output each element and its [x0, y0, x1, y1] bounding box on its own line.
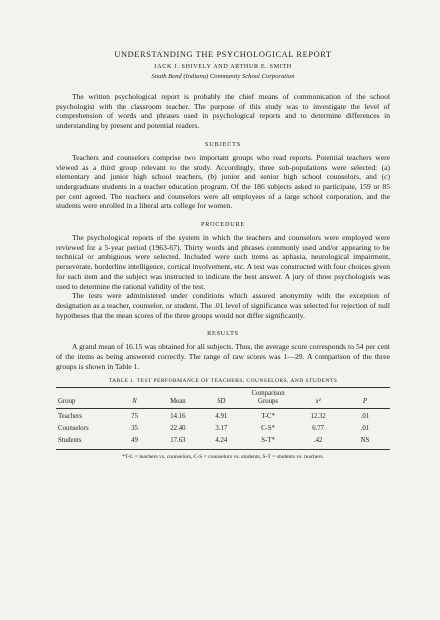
- cell-group: Teachers: [58, 413, 83, 421]
- cell-n: 75: [131, 413, 138, 421]
- header-n: N: [132, 398, 137, 406]
- article-body: [56, 50, 390, 460]
- cell-p: .01: [360, 413, 370, 421]
- procedure-paragraph-2: The tests were administered under conditions which assured anonymity with the exception of designation as a teacher, counselor, or student. The .01 level of significance was selected for rejection of null hypotheses that the mean scores of the three groups would not differ significantly.: [56, 291, 390, 320]
- table-caption: TABLE 1. TEST PERFORMANCE OF TEACHERS, COUNSELORS, AND STUDENTS: [108, 378, 338, 385]
- section-heading-procedure: PROCEDURE: [201, 221, 245, 229]
- cell-mean: 22.40: [170, 425, 186, 433]
- cell-sd: 3.17: [215, 425, 228, 433]
- cell-p: NS: [360, 437, 370, 445]
- cell-sd: 4.91: [215, 413, 228, 421]
- header-mean: Mean: [170, 398, 186, 406]
- table-header-row: [56, 388, 390, 409]
- cell-group: Students: [58, 437, 82, 445]
- section-heading-results: RESULTS: [207, 330, 239, 338]
- table-row: [56, 423, 390, 435]
- header-p: P: [362, 398, 367, 406]
- cell-mean: 14.16: [170, 413, 186, 421]
- article-title: UNDERSTANDING THE PSYCHOLOGICAL REPORT: [114, 50, 332, 59]
- table-row: [56, 435, 390, 450]
- cell-group: Counselors: [58, 425, 89, 433]
- table-row: [56, 409, 390, 424]
- cell-chi-square: 6.77: [312, 425, 325, 433]
- author-affiliation: South Bend (Indiana) Community School Corporation: [151, 73, 295, 80]
- article-authors: JACK J. SHIVELY AND ARTHUR E. SMITH: [154, 63, 292, 70]
- cell-n: 49: [131, 437, 138, 445]
- subjects-paragraph: Teachers and counselors comprise two important groups who read reports. Potential teachers were viewed as a third group relevant to the study. Accordingly, three sub-populations were selected: (a) elementary and junior high school teachers, (b) junior and senior high school counselors, and (c) undergraduate students in a teacher education program. Of the 186 subjects asked to participate, 159 or 85 per cent agreed. The teachers and counselors were all employees of a large school corporation, and the students were enrolled in a liberal arts college for women.: [56, 152, 390, 211]
- results-paragraph: A grand mean of 16.15 was obtained for all subjects. Thus, the average score corresponds to 54 per cent of the items as being answered correctly. The range of raw scores was 1—29. A comparison of the three groups is shown in Table 1.: [56, 342, 390, 371]
- section-heading-subjects: SUBJECTS: [205, 140, 241, 148]
- cell-chi-square: .42: [313, 437, 323, 445]
- cell-comparison: S-T*: [261, 437, 275, 445]
- header-comparison-groups: Comparison Groups: [251, 390, 285, 406]
- header-sd: SD: [217, 398, 226, 406]
- results-table: [56, 387, 390, 450]
- cell-n: 35: [131, 425, 138, 433]
- cell-mean: 17.63: [170, 437, 186, 445]
- header-group: Group: [58, 398, 76, 406]
- intro-paragraph: The written psychological report is probably the chief means of communication of the school psychologist with the classroom teacher. The purpose of this study was to investigate the level of comprehension of words and phrases used in psychological reports and to determine differences in understanding by present and potential readers.: [56, 92, 390, 131]
- cell-comparison: T-C*: [261, 413, 275, 421]
- cell-chi-square: 12.32: [310, 413, 326, 421]
- procedure-paragraph-1: The psychological reports of the system in which the teachers and counselors were employed were reviewed for a 5-year period (1963-67). Thirty words and phrases commonly used and/or appearing to be technical or ambiguous were selected. Included were such items as aphasia, neurological impairment, perseverate, borderline intelligence, cortical involvement, etc. A test was constructed with four choices given for each item and the subject was instructed to indicate the best answer. A jury of three psychologists was used to determine the rational validity of the test.: [56, 233, 390, 291]
- cell-comparison: C-S*: [261, 425, 276, 433]
- cell-sd: 4.24: [215, 437, 228, 445]
- cell-p: .01: [360, 425, 370, 433]
- table-footnote: *T-C = teachers vs. counselors, C-S = counselors vs. students, S-T = students vs. teachers.: [122, 454, 324, 461]
- header-chi-square: x²: [315, 398, 321, 406]
